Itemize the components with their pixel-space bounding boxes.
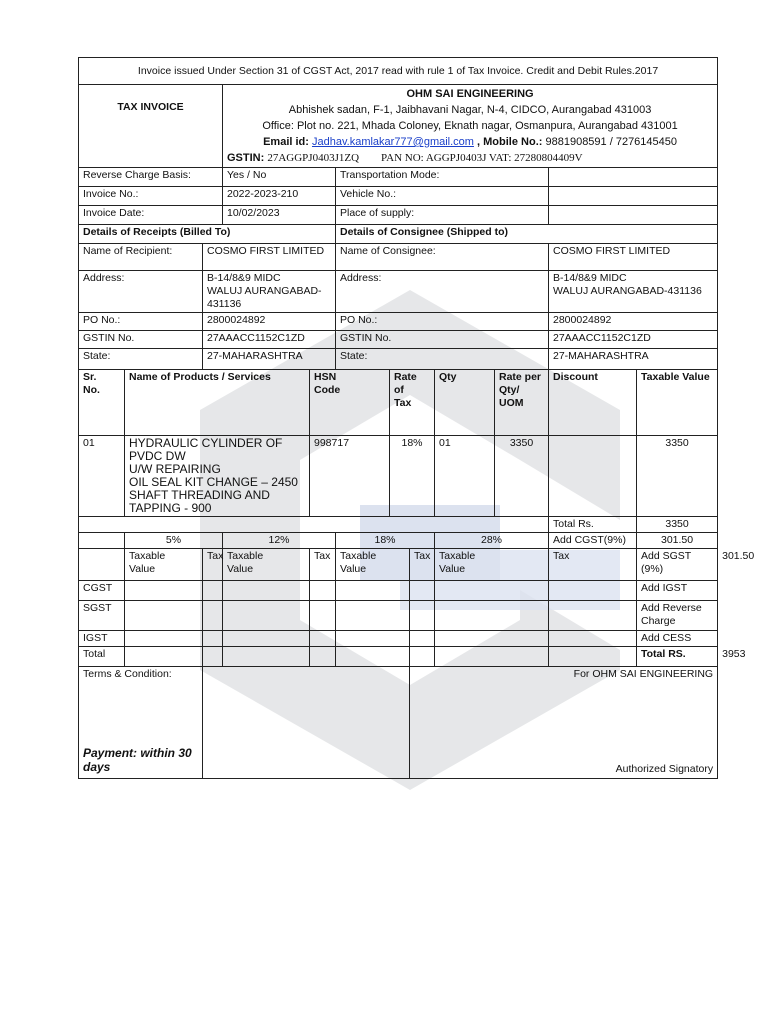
shipped-gstin-value: 27AAACC1152C1ZD	[549, 331, 718, 349]
shipped-po-value: 2800024892	[549, 313, 718, 331]
payment-terms-1: Payment: within 30	[83, 746, 192, 760]
billed-po-value: 2800024892	[203, 313, 336, 331]
billed-address-line2: WALUJ AURANGABAD-431136	[207, 285, 322, 310]
invoice-no-value: 2022-2023-210	[223, 187, 336, 206]
billed-address-line1: B-14/8&9 MIDC	[207, 272, 281, 284]
tax-label-5: Tax	[203, 549, 223, 581]
slab-5: 5%	[125, 533, 223, 549]
gstin-pan-vat: 27AGGPJ0403J1ZQ PAN NO: AGGPJ0403J VAT: 27280804409V	[267, 152, 583, 164]
mobile-label: , Mobile No.:	[477, 136, 543, 148]
billed-heading: Details of Receipts (Billed To)	[79, 225, 336, 244]
billed-gstin-label: GSTIN No.	[79, 331, 203, 349]
billed-address-label: Address:	[79, 271, 203, 313]
tv-label-18: Taxable	[340, 550, 377, 562]
consignee-label: Name of Consignee:	[336, 244, 549, 271]
item-sr: 01	[79, 436, 125, 517]
item-desc-3: OIL SEAL KIT CHANGE – 2450	[129, 475, 298, 489]
company-office: Office: Plot no. 221, Mhada Coloney, Eknath nagar, Osmanpura, Aurangabad 431001	[262, 120, 678, 132]
item-taxable: 3350	[637, 436, 718, 517]
item-desc-1: HYDRAULIC CYLINDER OF PVDC DW	[129, 436, 283, 463]
billed-gstin-value: 27AAACC1152C1ZD	[203, 331, 336, 349]
shipped-state-label: State:	[336, 349, 549, 370]
tax-row-cgst: CGST	[79, 581, 125, 601]
col-discount: Discount	[549, 370, 637, 436]
total-rs-value: 3350	[637, 517, 718, 533]
col-rate: Rate of Tax	[390, 370, 435, 436]
terms-label: Terms & Condition:	[83, 668, 172, 680]
cess-label: Add CESS	[637, 631, 718, 647]
total-rs-label: Total Rs.	[549, 517, 637, 533]
item-rate: 18%	[390, 436, 435, 517]
for-company: For OHM SAI ENGINEERING	[573, 668, 714, 680]
tv-label-5: Taxable	[129, 550, 166, 562]
shipped-state-value: 27-MAHARASHTRA	[549, 349, 718, 370]
slab-28: 28%	[435, 533, 549, 549]
transport-label: Transportation Mode:	[336, 168, 549, 187]
slab-18: 18%	[336, 533, 435, 549]
vehicle-value	[549, 187, 718, 206]
invoice-date-label: Invoice Date:	[79, 206, 223, 225]
document-title: TAX INVOICE	[79, 85, 223, 168]
tax-row-igst: IGST	[79, 631, 125, 647]
email-label: Email id:	[263, 136, 309, 148]
tax-label-28: Tax	[549, 549, 637, 581]
recipient-label: Name of Recipient:	[79, 244, 203, 271]
col-hsn: HSN Code	[310, 370, 390, 436]
item-discount	[549, 436, 637, 517]
invoice-no-label: Invoice No.:	[79, 187, 223, 206]
reverse-charge-total-label: Add Reverse	[641, 602, 702, 614]
reverse-charge-value: Yes / No	[223, 168, 336, 187]
place-label: Place of supply:	[336, 206, 549, 225]
tax-label-18: Tax	[410, 549, 435, 581]
shipped-gstin-label: GSTIN No.	[336, 331, 549, 349]
cgst-value: 301.50	[637, 533, 718, 549]
col-sr: Sr. No.	[79, 370, 125, 436]
shipped-po-label: PO No.:	[336, 313, 549, 331]
shipped-address-line2: WALUJ AURANGABAD-431136	[553, 285, 702, 297]
shipped-address-label: Address:	[336, 271, 549, 313]
tax-row-total: Total	[79, 647, 125, 667]
company-address: Abhishek sadan, F-1, Jaibhavani Nagar, N-4, CIDCO, Aurangabad 431003	[288, 104, 652, 116]
col-rate-per: Rate per Qty/ UOM	[495, 370, 549, 436]
email-link[interactable]: Jadhav.kamlakar777@gmail.com	[311, 136, 474, 148]
cgst-label: Add CGST(9%)	[549, 533, 637, 549]
invoice-date-value: 10/02/2023	[223, 206, 336, 225]
item-desc-4: SHAFT THREADING AND TAPPING - 900	[129, 488, 270, 515]
gstin-label: GSTIN:	[227, 152, 265, 164]
col-qty: Qty	[435, 370, 495, 436]
legal-note: Invoice issued Under Section 31 of CGST Act, 2017 read with rule 1 of Tax Invoice. Credit and Debit Rules.2017	[79, 58, 718, 85]
authorized-signatory: Authorized Signatory	[615, 763, 714, 775]
item-row	[79, 436, 718, 517]
mobile-value: 9881908591 / 7276145450	[545, 136, 678, 148]
slab-12: 12%	[223, 533, 336, 549]
tv-label-28: Taxable	[439, 550, 476, 562]
vehicle-label: Vehicle No.:	[336, 187, 549, 206]
tax-row-sgst: SGST	[79, 601, 125, 631]
shipped-heading: Details of Consignee (Shipped to)	[336, 225, 718, 244]
company-name: OHM SAI ENGINEERING	[406, 88, 534, 100]
item-rate-per: 3350	[495, 436, 549, 517]
billed-state-label: State:	[79, 349, 203, 370]
transport-value	[549, 168, 718, 187]
col-taxable: Taxable Value	[637, 370, 718, 436]
place-value	[549, 206, 718, 225]
col-product: Name of Products / Services	[125, 370, 310, 436]
item-hsn: 998717	[310, 436, 390, 517]
recipient-value: COSMO FIRST LIMITED	[203, 244, 336, 271]
sgst-label: Add SGST (9%)	[637, 549, 718, 581]
item-qty: 01	[435, 436, 495, 517]
item-desc-2: U/W REPAIRING	[129, 462, 221, 476]
billed-po-label: PO No.:	[79, 313, 203, 331]
billed-state-value: 27-MAHARASHTRA	[203, 349, 336, 370]
payment-terms-2: days	[83, 760, 111, 774]
tv-label-12: Taxable	[227, 550, 264, 562]
invoice-table: Invoice issued Under Section 31 of CGST Act, 2017 read with rule 1 of Tax Invoice. Credit and Debit Rules.2017 TAX INVOICE OHM SAI ENGINEERING Abhishek sadan, F-1, Jaibhavani Nagar, N-4, CIDCO, Aurangabad 431003 Office: Plot no. 221, Mhada Coloney, Eknath nagar, Osmanpura, Aurangabad 431001 Email id: Jadhav.kamlakar777@gmail.com , Mobile No.: 9881908591 / 7276145450 GSTIN: 27AGGPJ0403J1ZQ PAN NO: AGGPJ0403J VAT: 27280804409V Reverse Charge Basis: Yes / No Transportation Mode: Invoice No.: 2022-2023-210 Vehicle No.: Invoice Date: 10/02/2023 Place of supply: Details of Receipts (Billed To) Details of Consignee (Shipped to) Name of Recipient: COSMO FIRST LIMITED Name of Consignee: COSMO FIRST LIMITED Address: B-14/8&9 MIDC WALUJ AURANGABAD-431136 Address: B-14/8&9 MIDC WALUJ AURANGABAD-431136 PO No.: 2800024892 PO No.: 2800024892 GSTIN No. 27AAACC1152C1ZD GSTIN No. 27AAACC1152C1ZD State: 27-MAHARASHTRA State: 27-MAHARASHTRA Sr. No. Name of Products / Services HSN Code Rate of Tax Qty Rate per Qty/ UOM Discount Taxable Value 01 HYDRAULIC CYLINDER OF PVDC DW U/W REPAIRING OIL SEAL KIT CHANGE – 2450 SHAFT THREADING AND TAPPING - 900 998717 18% 01 3350 3350 Total Rs. 3350 5% 12% 18% 28% Add CGST(9%) 301.50 Taxable Value Tax Taxable Value Tax Taxable Value Tax Taxable Value Tax Add SGST (9%) 301.50 CGST Add IGST SGST Add Reverse Charge IGST Add CESS Total Total RS. 3953 Terms & Condition: Payment: within 30 days For OHM SAI ENGINEERING Authorized Signatory	[78, 57, 718, 779]
grand-total-label: Total RS.	[637, 647, 718, 667]
reverse-charge-label: Reverse Charge Basis:	[79, 168, 223, 187]
shipped-address-line1: B-14/8&9 MIDC	[553, 272, 627, 284]
consignee-value: COSMO FIRST LIMITED	[549, 244, 718, 271]
igst-label: Add IGST	[637, 581, 718, 601]
tax-label-12: Tax	[310, 549, 336, 581]
